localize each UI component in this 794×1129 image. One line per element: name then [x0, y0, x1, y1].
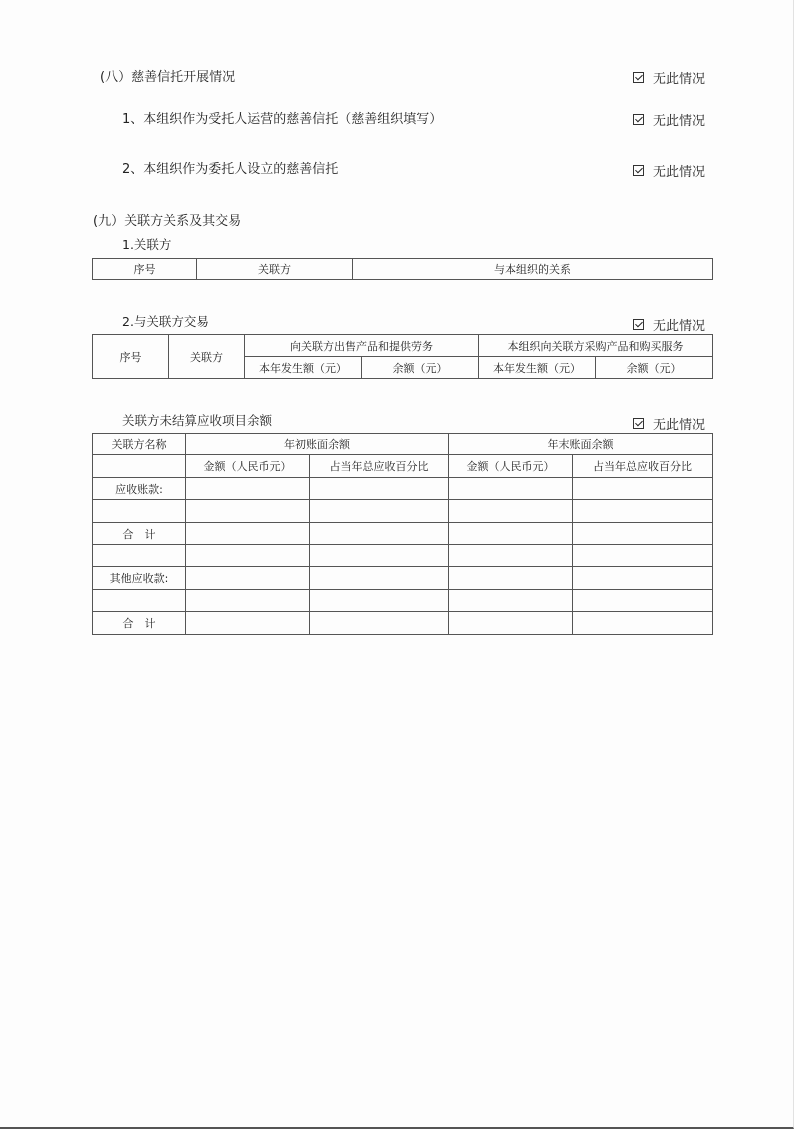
cell: [310, 590, 449, 612]
table-row: [93, 478, 713, 500]
section9-title: (九）关联方关系及其交易: [93, 214, 242, 229]
transactions-table: [92, 334, 713, 379]
cell: [310, 567, 449, 590]
table-row: [93, 612, 713, 635]
table-row: [93, 500, 713, 523]
table-row: [93, 590, 713, 612]
header-begin-balance: 年初账面余额: [186, 434, 449, 455]
cell: [186, 478, 310, 500]
header-sell-group: 向关联方出售产品和提供劳务: [245, 335, 479, 357]
cell: [573, 612, 713, 635]
transactions-subtitle: 2.与关联方交易: [122, 314, 209, 329]
section8-title: (八）慈善信托开展情况: [100, 70, 236, 85]
checkbox-checked-icon: [633, 319, 644, 330]
table-row: [93, 523, 713, 545]
row-label: 合 计: [93, 523, 186, 545]
no-case-label: 无此情况: [653, 418, 706, 433]
cell: [449, 567, 573, 590]
cell: [449, 523, 573, 545]
row-label: 应收账款:: [93, 478, 186, 500]
header-seq: 序号: [93, 335, 169, 379]
section8-no-case-checkbox[interactable]: [633, 68, 705, 87]
row-label: [93, 545, 186, 567]
item2-no-case-checkbox[interactable]: [633, 161, 705, 180]
header-end-amount: 金额（人民币元）: [449, 455, 573, 478]
header-begin-amount: 金额（人民币元）: [186, 455, 310, 478]
cell: [449, 590, 573, 612]
header-end-balance: 年末账面余额: [449, 434, 713, 455]
related-party-table: [92, 258, 713, 280]
no-case-label: 无此情况: [653, 114, 706, 129]
cell: [573, 523, 713, 545]
row-label: 合 计: [93, 612, 186, 635]
header-sell-balance: 余额（元）: [362, 357, 479, 379]
header-seq: 序号: [93, 259, 197, 280]
no-case-label: 无此情况: [653, 165, 706, 180]
no-case-label: 无此情况: [653, 72, 706, 87]
header-buy-balance: 余额（元）: [596, 357, 713, 379]
blank-cell: [93, 455, 186, 478]
row-label: [93, 500, 186, 523]
cell: [310, 545, 449, 567]
header-party: 关联方: [197, 259, 353, 280]
checkbox-checked-icon: [633, 72, 644, 83]
cell: [573, 545, 713, 567]
row-label: 其他应收款:: [93, 567, 186, 590]
cell: [310, 612, 449, 635]
cell: [310, 500, 449, 523]
transactions-no-case-checkbox[interactable]: [633, 315, 705, 334]
receivables-subtitle: 关联方未结算应收项目余额: [122, 413, 273, 428]
header-sell-amount: 本年发生额（元）: [245, 357, 362, 379]
section8-item2: 2、本组织作为委托人设立的慈善信托: [122, 162, 339, 177]
header-begin-pct: 占当年总应收百分比: [310, 455, 449, 478]
cell: [186, 590, 310, 612]
cell: [310, 523, 449, 545]
table-row: [93, 567, 713, 590]
header-party: 关联方: [169, 335, 245, 379]
cell: [573, 567, 713, 590]
cell: [186, 500, 310, 523]
cell: [186, 523, 310, 545]
cell: [186, 567, 310, 590]
cell: [573, 590, 713, 612]
receivables-table: [92, 433, 713, 635]
checkbox-checked-icon: [633, 418, 644, 429]
cell: [573, 478, 713, 500]
item1-no-case-checkbox[interactable]: [633, 110, 705, 129]
header-buy-group: 本组织向关联方采购产品和购买服务: [479, 335, 713, 357]
cell: [449, 612, 573, 635]
cell: [573, 500, 713, 523]
cell: [449, 500, 573, 523]
cell: [310, 478, 449, 500]
cell: [449, 478, 573, 500]
checkbox-checked-icon: [633, 165, 644, 176]
row-label: [93, 590, 186, 612]
table-row: [93, 545, 713, 567]
checkbox-checked-icon: [633, 114, 644, 125]
cell: [186, 545, 310, 567]
header-relation: 与本组织的关系: [353, 259, 713, 280]
cell: [449, 545, 573, 567]
no-case-label: 无此情况: [653, 319, 706, 334]
header-party-name: 关联方名称: [93, 434, 186, 455]
receivables-no-case-checkbox[interactable]: [633, 414, 705, 433]
section8-item1: 1、本组织作为受托人运营的慈善信托（慈善组织填写）: [122, 112, 443, 127]
cell: [186, 612, 310, 635]
header-end-pct: 占当年总应收百分比: [573, 455, 713, 478]
header-buy-amount: 本年发生额（元）: [479, 357, 596, 379]
related-party-subtitle: 1.关联方: [122, 237, 172, 252]
